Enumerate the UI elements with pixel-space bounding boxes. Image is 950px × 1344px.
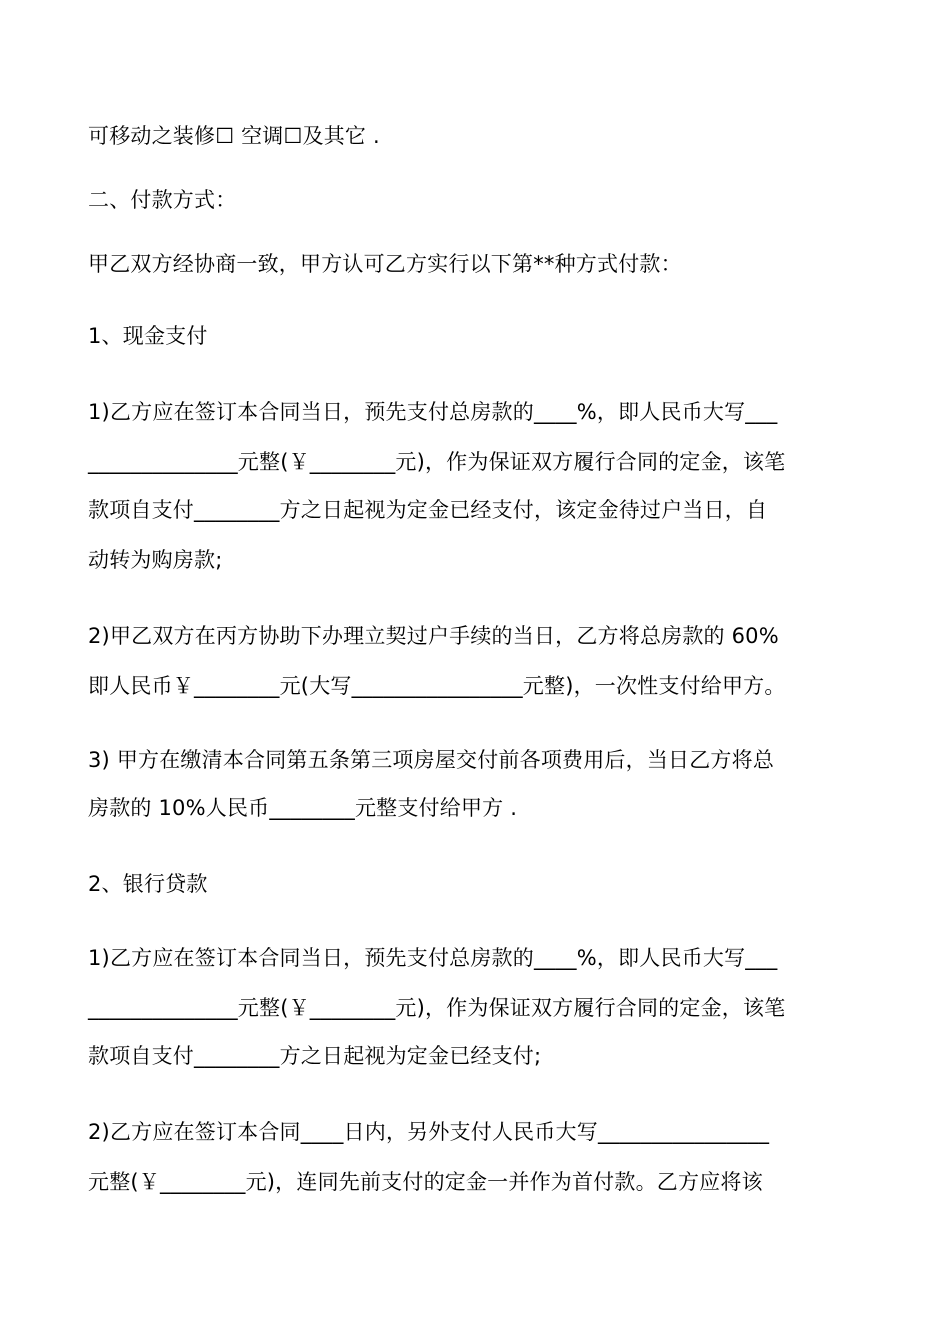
section-heading-payment-method: 二、付款方式：: [88, 188, 237, 212]
text-line: 2)乙方应在签订本合同____日内，另外支付人民币大写________________: [88, 1120, 770, 1144]
text-line: ______________元整(￥________元)，作为保证双方履行合同的定金，该笔: [88, 450, 786, 474]
text-line-payment-agreement: 甲乙双方经协商一致，甲方认可乙方实行以下第**种方式付款：: [88, 252, 682, 276]
text-line: 3) 甲方在缴清本合同第五条第三项房屋交付前各项费用后，当日乙方将总: [88, 748, 775, 772]
text-line: ______________元整(￥________元)，作为保证双方履行合同的定金，该笔: [88, 996, 786, 1020]
text-line: 2)甲乙双方在丙方协助下办理立契过户手续的当日，乙方将总房款的 60%: [88, 624, 779, 648]
text-line: 元整(￥________元)，连同先前支付的定金一并作为首付款。乙方应将该: [88, 1170, 763, 1194]
subsection-heading-cash-payment: 1、现金支付: [88, 324, 208, 348]
text-line-fixtures: 可移动之装修☐ 空调☐及其它 .: [88, 124, 380, 148]
text-line: 1)乙方应在签订本合同当日，预先支付总房款的____%，即人民币大写___: [88, 400, 778, 424]
text-line: 动转为购房款;: [88, 548, 223, 572]
text-line: 房款的 10%人民币________元整支付给甲方 .: [88, 796, 518, 820]
text-line: 1)乙方应在签订本合同当日，预先支付总房款的____%，即人民币大写___: [88, 946, 778, 970]
text-line: 即人民币￥________元(大写________________元整)，一次性支付给甲方。: [88, 674, 786, 698]
text-line: 款项自支付________方之日起视为定金已经支付，该定金待过户当日，自: [88, 498, 768, 522]
text-line: 款项自支付________方之日起视为定金已经支付;: [88, 1044, 542, 1068]
subsection-heading-bank-loan: 2、银行贷款: [88, 872, 208, 896]
